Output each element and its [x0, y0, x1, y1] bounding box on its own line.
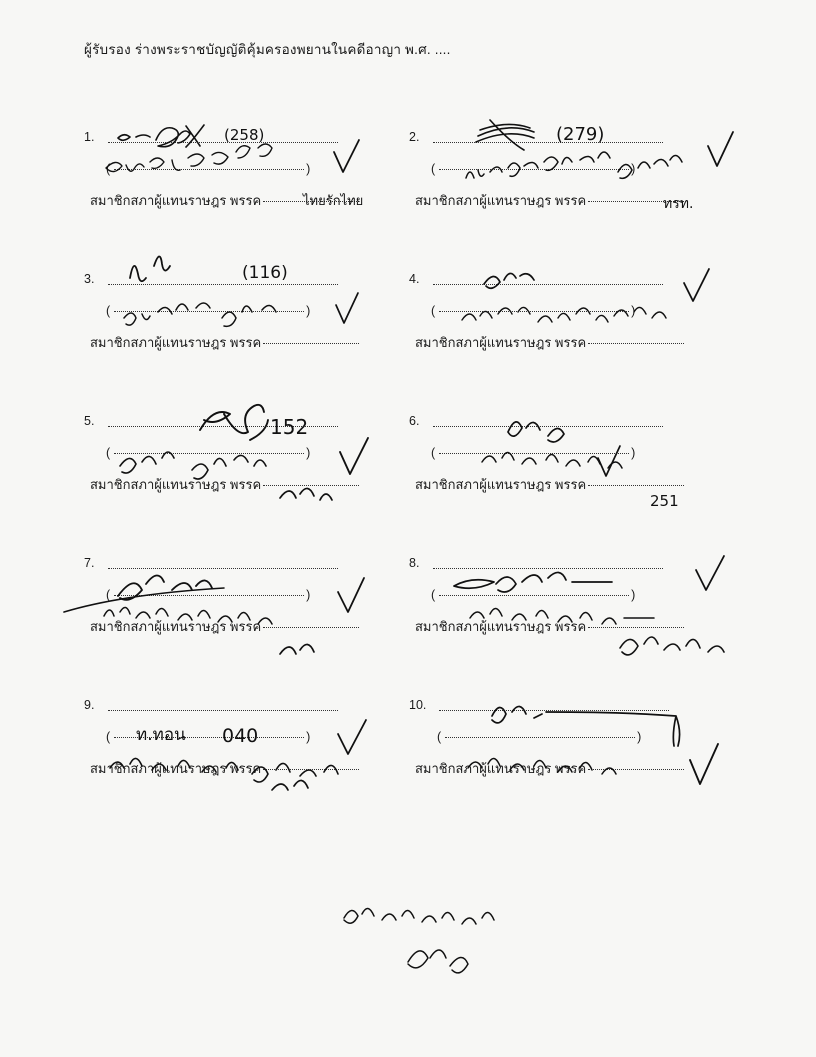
signer-number: 6. — [409, 414, 420, 428]
party-line — [90, 190, 359, 211]
name-dots — [114, 737, 304, 738]
signature-line — [439, 710, 669, 711]
signer-row — [84, 252, 734, 394]
svg-text:040: 040 — [222, 725, 259, 747]
close-paren: ) — [306, 730, 313, 744]
signer-name-line — [431, 304, 671, 318]
svg-text:ไทยรักไทย: ไทยรักไทย — [303, 194, 364, 209]
open-paren: ( — [437, 730, 444, 744]
signer-number: 7. — [84, 556, 95, 570]
signer-cell — [409, 536, 734, 678]
signer-cell — [409, 110, 734, 252]
party-dots — [263, 201, 359, 202]
member-label: สมาชิกสภาผู้แทนราษฎร พรรค — [90, 335, 262, 350]
name-dots — [114, 595, 304, 596]
page-title: ผู้รับรอง ร่างพระราชบัญญัติคุ้มครองพยานในคดีอาญา พ.ศ. .... — [84, 42, 451, 57]
signature-line — [108, 568, 338, 569]
signer-number: 5. — [84, 414, 95, 428]
signer-row — [84, 110, 734, 252]
signer-cell — [84, 252, 409, 394]
signer-number: 9. — [84, 698, 95, 712]
name-dots — [439, 595, 629, 596]
member-label: สมาชิกสภาผู้แทนราษฎร พรรค — [415, 193, 587, 208]
signer-row — [84, 678, 734, 820]
member-label: สมาชิกสภาผู้แทนราษฎร พรรค — [415, 477, 587, 492]
party-line — [415, 758, 684, 779]
signer-cell — [84, 678, 409, 820]
signature-line — [108, 710, 338, 711]
party-dots — [263, 627, 359, 628]
party-dots — [588, 769, 684, 770]
close-paren: ) — [306, 446, 313, 460]
signature-line — [108, 426, 338, 427]
svg-text:(116): (116) — [242, 263, 288, 283]
party-dots — [588, 627, 684, 628]
signer-number: 4. — [409, 272, 420, 286]
close-paren: ) — [631, 588, 638, 602]
signer-name-line — [437, 730, 677, 744]
party-dots — [263, 769, 359, 770]
signer-name-line — [106, 588, 346, 602]
svg-text:(279): (279) — [556, 124, 605, 145]
open-paren: ( — [106, 730, 113, 744]
signer-name-line — [106, 304, 346, 318]
signature-line — [433, 142, 663, 143]
open-paren: ( — [106, 162, 113, 176]
party-dots — [588, 201, 684, 202]
member-label: สมาชิกสภาผู้แทนราษฎร พรรค — [90, 477, 262, 492]
party-line — [415, 190, 684, 211]
close-paren: ) — [306, 162, 313, 176]
signer-name-line — [431, 162, 671, 176]
signer-name-line — [431, 446, 671, 460]
member-label: สมาชิกสภาผู้แทนราษฎร พรรค — [415, 619, 587, 634]
open-paren: ( — [431, 446, 438, 460]
close-paren: ) — [631, 304, 638, 318]
party-dots — [263, 343, 359, 344]
close-paren: ) — [631, 162, 638, 176]
name-dots — [114, 169, 304, 170]
signer-name-line — [106, 730, 346, 744]
member-label: สมาชิกสภาผู้แทนราษฎร พรรค — [90, 193, 262, 208]
signer-row — [84, 394, 734, 536]
svg-text:251: 251 — [650, 492, 679, 510]
close-paren: ) — [631, 446, 638, 460]
signature-line — [433, 426, 663, 427]
name-dots — [439, 311, 629, 312]
open-paren: ( — [431, 162, 438, 176]
signer-number: 10. — [409, 698, 427, 712]
svg-text:ทรท.: ทรท. — [663, 196, 694, 212]
open-paren: ( — [431, 304, 438, 318]
member-label: สมาชิกสภาผู้แทนราษฎร พรรค — [415, 761, 587, 776]
party-line — [90, 474, 359, 495]
open-paren: ( — [106, 588, 113, 602]
party-line — [415, 332, 684, 353]
close-paren: ) — [306, 304, 313, 318]
signer-number: 8. — [409, 556, 420, 570]
name-dots — [439, 169, 629, 170]
open-paren: ( — [106, 304, 113, 318]
signature-line — [433, 568, 663, 569]
open-paren: ( — [106, 446, 113, 460]
party-line — [415, 616, 684, 637]
open-paren: ( — [431, 588, 438, 602]
svg-text:ท.ทอน: ท.ทอน — [136, 725, 186, 745]
signature-line — [108, 142, 338, 143]
party-dots — [263, 485, 359, 486]
signer-cell — [84, 536, 409, 678]
name-dots — [114, 453, 304, 454]
svg-text:(258): (258) — [224, 126, 265, 144]
signer-name-line — [431, 588, 671, 602]
name-dots — [445, 737, 635, 738]
member-label: สมาชิกสภาผู้แทนราษฎร พรรค — [90, 761, 262, 776]
signer-name-line — [106, 446, 346, 460]
party-line — [90, 332, 359, 353]
signer-number: 1. — [84, 130, 95, 144]
party-line — [90, 616, 359, 637]
signer-number: 3. — [84, 272, 95, 286]
signer-cell — [409, 252, 734, 394]
signer-number: 2. — [409, 130, 420, 144]
close-paren: ) — [637, 730, 644, 744]
name-dots — [114, 311, 304, 312]
close-paren: ) — [306, 588, 313, 602]
name-dots — [439, 453, 629, 454]
signature-line — [433, 284, 663, 285]
signer-cell — [84, 394, 409, 536]
member-label: สมาชิกสภาผู้แทนราษฎร พรรค — [415, 335, 587, 350]
party-line — [90, 758, 359, 779]
party-dots — [588, 343, 684, 344]
member-label: สมาชิกสภาผู้แทนราษฎร พรรค — [90, 619, 262, 634]
svg-text:152: 152 — [270, 415, 309, 439]
party-line — [415, 474, 684, 495]
signer-cell — [84, 110, 409, 252]
party-dots — [588, 485, 684, 486]
signature-line — [108, 284, 338, 285]
signer-grid — [84, 110, 734, 820]
signer-name-line — [106, 162, 346, 176]
signer-row — [84, 536, 734, 678]
signer-cell — [409, 394, 734, 536]
signer-cell — [409, 678, 734, 820]
